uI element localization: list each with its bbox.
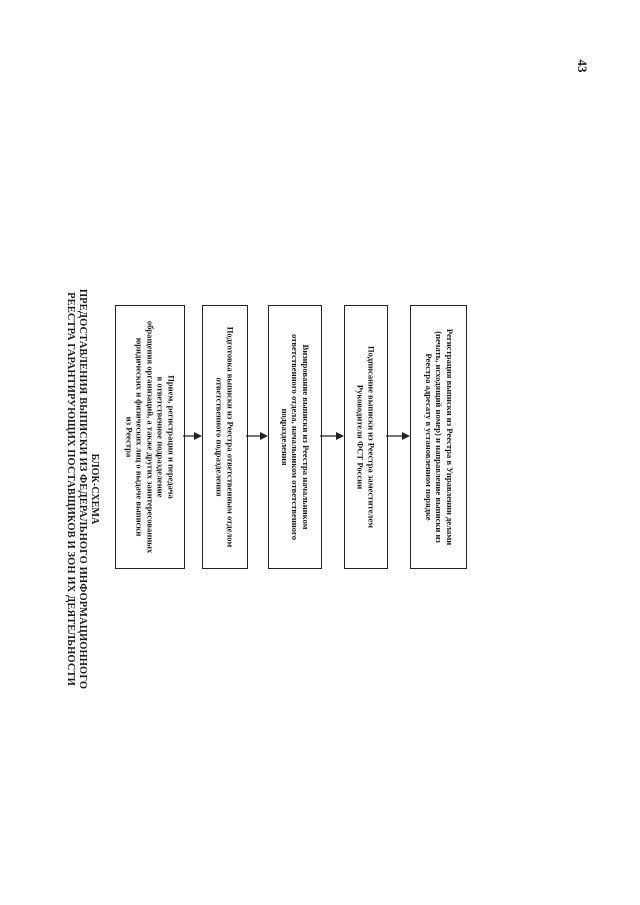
title-line-1: БЛОК-СХЕМА xyxy=(89,453,100,525)
step-4-line: Руководителя ФСТ России xyxy=(356,384,366,490)
step-2-line: Подготовка выписки из Реестра ответственным отделом xyxy=(225,326,236,548)
step-1-line: обращения организаций, а также других заинтересованных xyxy=(145,320,156,554)
step-1-line: из Реестра xyxy=(124,416,135,458)
flow-arrows xyxy=(110,305,470,570)
page-number: 43 xyxy=(575,59,590,73)
title-line-2: ПРЕДОСТАВЛЕНИЯ ВЫПИСКИ ИЗ ФЕДЕРАЛЬНОГО ИНФОРМАЦИОННОГО xyxy=(77,288,88,690)
step-5-line: Реестра адресату в установленном порядке xyxy=(423,353,434,521)
step-3-line: Визирование выписки из Реестра начальником xyxy=(300,344,311,530)
diagram-title xyxy=(40,279,100,699)
step-3-line: ответственного отдела, начальником ответственного xyxy=(290,333,301,541)
step-5-line: (печать, исходящий номер) и направление выписки из xyxy=(433,331,444,543)
step-4-line: Подписание выписки из Реестра заместителем xyxy=(366,345,377,528)
step-1-line: в ответственное подразделение xyxy=(155,376,166,498)
step-2-line: ответственного подразделения xyxy=(215,377,225,497)
title-line-3: РЕЕСТРА ГАРАНТИРУЮЩИХ ПОСТАВЩИКОВ И ЗОН ИХ ДЕЯТЕЛЬНОСТИ xyxy=(65,292,76,686)
flowchart xyxy=(110,305,470,570)
step-1-line: юридических и физических лиц о выдаче выписки xyxy=(134,337,145,537)
step-5-line: Регистрация выписки из Реестра в Управлении делами xyxy=(444,328,455,546)
step-3-line: подразделения xyxy=(279,408,290,466)
step-1-line: Прием, регистрация и передача xyxy=(166,375,177,499)
